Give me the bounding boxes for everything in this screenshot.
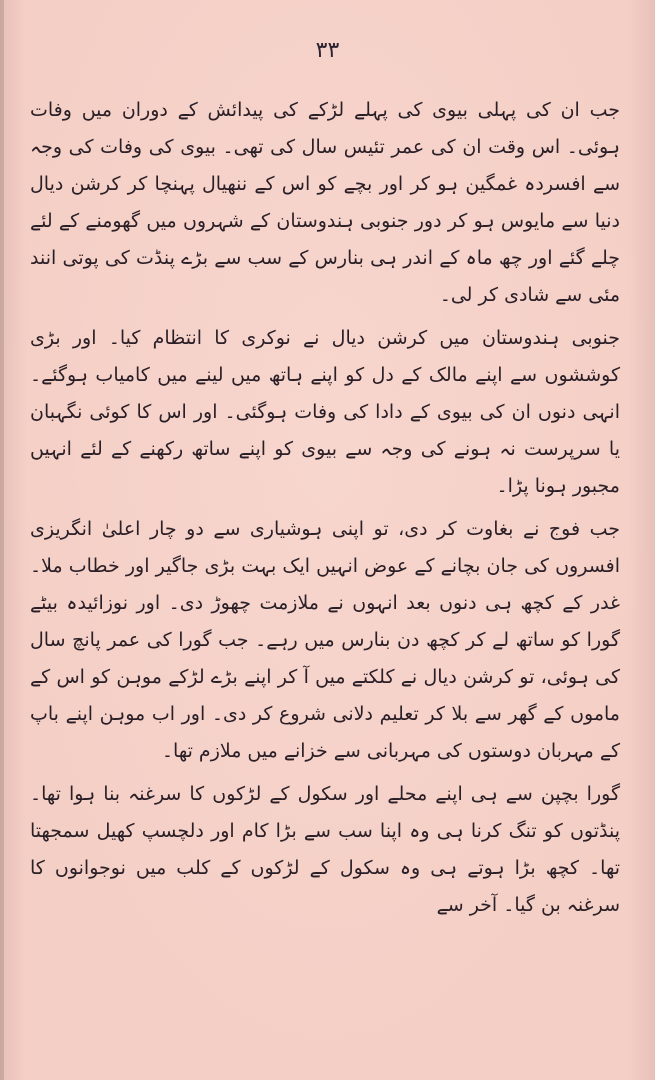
paragraph-1: جب ان کی پہلی بیوی کی پہلے لڑکے کی پیدائش کے دوران میں وفات ہوئی۔ اس وقت ان کی عمر تئیس سال کی تھی۔ بیوی کی وفات کی وجہ سے افسردہ غمگین ہو کر اور بچے کو اس کے ننھیال پہنچا کر کرشن دیال دنیا سے مایوس ہو کر دور جنوبی ہندوستان کے شہروں میں گھومنے کے لئے چلے گئے اور چھ ماہ کے اندر ہی بنارس کے سب سے بڑے پنڈت کی پوتی انند مئی سے شادی کر لی۔ bbox=[30, 99, 620, 306]
paragraph-2: جنوبی ہندوستان میں کرشن دیال نے نوکری کا انتظام کیا۔ اور بڑی کوششوں سے اپنے مالک کے دل کو اپنے ہاتھ میں لینے میں کامیاب ہوگئے۔ انہی دنوں ان کی بیوی کے دادا کی وفات ہوگئی۔ اور اس کا کوئی نگہبان یا سرپرست نہ ہونے کی وجہ سے بیوی کو اپنے ساتھ رکھنے کے لئے انہیں مجبور ہونا پڑا۔ bbox=[30, 327, 620, 497]
page-edge-shadow bbox=[0, 0, 4, 1080]
paragraph-3: جب فوج نے بغاوت کر دی، تو اپنی ہوشیاری سے دو چار اعلیٰ انگریزی افسروں کی جان بچانے کے عوض انہیں ایک بہت بڑی جاگیر اور خطاب ملا۔ غدر کے کچھ ہی دنوں بعد انہوں نے ملازمت چھوڑ دی۔ اور نوزائیدہ بیٹے گورا کو ساتھ لے کر کچھ دن بنارس میں رہے۔ جب گورا کی عمر پانچ سال کی ہوئی، تو کرشن دیال نے کلکتے میں آ کر اپنے بڑے لڑکے موہن کو اس کے ماموں کے گھر سے بلا کر تعلیم دلانی شروع کر دی۔ اور اب موہن اپنے باپ کے مہربان دوستوں کی مہربانی سے خزانے میں ملازم تھا۔ bbox=[30, 518, 620, 762]
paragraph-4: گورا بچپن سے ہی اپنے محلے اور سکول کے لڑکوں کا سرغنہ بنا ہوا تھا۔ پنڈتوں کو تنگ کرنا ہی وہ اپنا سب سے بڑا کام اور دلچسپ کھیل سمجھتا تھا۔ کچھ بڑا ہوتے ہی وہ سکول کے لڑکوں کے کلب میں نوجوانوں کا سرغنہ بن گیا۔ آخر سے bbox=[30, 783, 620, 916]
page-number: ۳۳ bbox=[315, 38, 340, 63]
body-text bbox=[30, 92, 620, 928]
